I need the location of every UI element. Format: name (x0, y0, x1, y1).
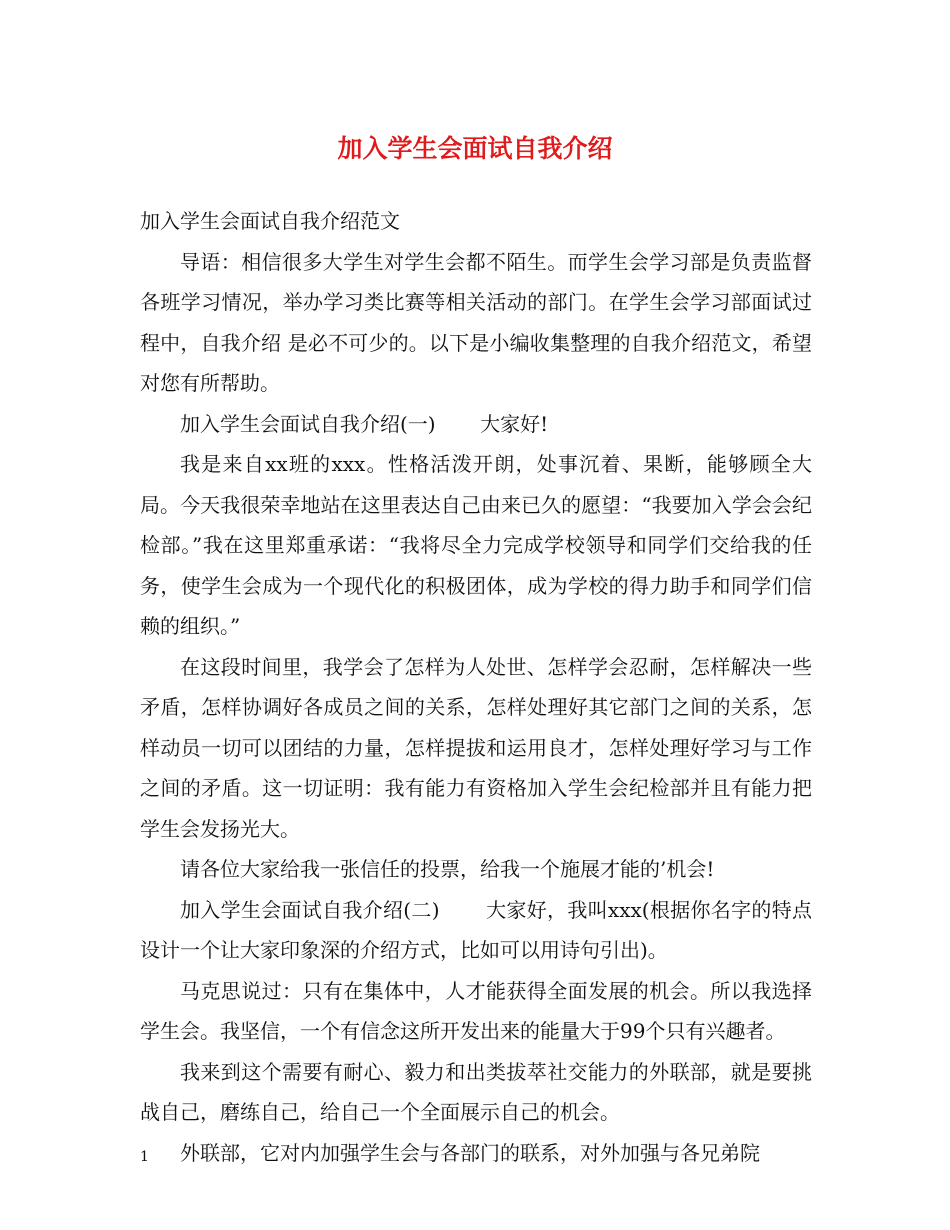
document-title: 加入学生会面试自我介绍 (337, 134, 613, 163)
spacer (440, 898, 487, 922)
page-number: 1 (140, 1149, 149, 1165)
section-two-heading-line (140, 890, 812, 971)
body-paragraph: 我是来自xx班的xxx。性格活泼开朗，处事沉着、果断，能够顾全大局。今天我很荣幸地站在这里表达自己由来已久的愿望：“我要加入学会会纪检部。”我在这里郑重承诺：“我将尽全力完成学校领导和同学们交给我的任务，使学生会成为一个现代化的积极团体，成为学校的得力助手和同学们信赖的组织。” (140, 452, 812, 638)
spacer (436, 412, 481, 436)
body-paragraph: 我来到这个需要有耐心、毅力和出类拔萃社交能力的外联部，就是要挑战自己，磨练自己，给自己一个全面展示自己的机会。 (140, 1059, 812, 1124)
body-paragraph: 外联部，它对内加强学生会与各部门的联系，对外加强与各兄弟院 (180, 1140, 760, 1165)
section-two-heading: 加入学生会面试自我介绍(二) (180, 897, 440, 922)
section-two-greeting-continuation: (根据你名字的特点设计一个让大家印象深的介绍方式，比如可以用诗句引出)。 (140, 897, 812, 962)
document-subtitle: 加入学生会面试自我介绍范文 (140, 209, 400, 233)
body-paragraph: 请各位大家给我一张信任的投票，给我一个施展才能的’机会! (180, 857, 715, 881)
section-two-greeting: 大家好，我叫xxx (486, 897, 642, 922)
section-one-greeting: 大家好! (480, 411, 549, 436)
body-paragraph: 在这段时间里，我学会了怎样为人处世、怎样学会忍耐，怎样解决一些矛盾，怎样协调好各成员之间的关系，怎样处理好其它部门之间的关系，怎样动员一切可以团结的力量，怎样提拔和运用良才，怎样处理好学习与工作之间的矛盾。这一切证明：我有能力有资格加入学生会纪检部并且有能力把学生会发扬光大。 (140, 654, 812, 841)
section-one-heading: 加入学生会面试自我介绍(一) (180, 411, 436, 436)
section-one-heading-line (140, 404, 812, 445)
intro-paragraph: 导语：相信很多大学生对学生会都不陌生。而学生会学习部是负责监督各班学习情况，举办学习类比赛等相关活动的部门。在学生会学习部面试过程中，自我介绍 是必不可少的。以下是小编收集整理的自我介绍范文，希望对您有所帮助。 (140, 249, 812, 395)
document-body (140, 201, 812, 1173)
body-paragraph: 马克思说过：只有在集体中，人才能获得全面发展的机会。所以我选择学生会。我坚信，一个有信念这所开发出来的能量大于99个只有兴趣者。 (140, 978, 812, 1043)
